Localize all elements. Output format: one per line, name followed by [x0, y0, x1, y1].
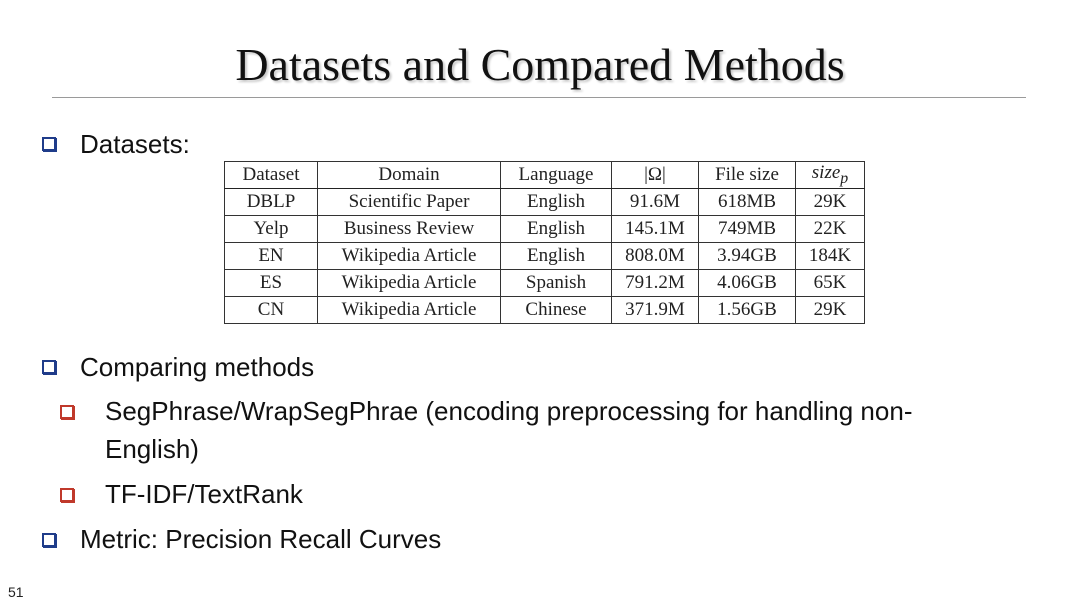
table-row — [225, 216, 865, 243]
cell-language: Chinese — [501, 297, 612, 324]
cell-file-size: 3.94GB — [699, 243, 796, 270]
cell-dataset: EN — [225, 243, 318, 270]
cell-domain: Wikipedia Article — [318, 243, 501, 270]
slide-title: Datasets and Compared Methods — [235, 39, 845, 90]
cell-dataset: Yelp — [225, 216, 318, 243]
cell-language: Spanish — [501, 270, 612, 297]
subbullet-segphrase-line1: SegPhrase/WrapSegPhrae (encoding preprocessing for handling non- — [105, 396, 913, 426]
subbullet-tfidf: TF-IDF/TextRank — [105, 479, 303, 509]
cell-dataset: ES — [225, 270, 318, 297]
slide-number: 51 — [8, 584, 24, 600]
subbullet-segphrase-line2: English) — [105, 434, 199, 464]
cell-domain: Business Review — [318, 216, 501, 243]
square-subbullet-icon — [60, 488, 74, 502]
table-row — [225, 243, 865, 270]
cell-language: English — [501, 243, 612, 270]
bullet-comparing-methods: Comparing methods — [80, 352, 315, 382]
bullet-datasets: Datasets: — [80, 129, 190, 159]
cell-file-size: 749MB — [699, 216, 796, 243]
cell-domain: Scientific Paper — [318, 189, 501, 216]
cell-omega: 371.9M — [612, 297, 699, 324]
cell-file-size: 618MB — [699, 189, 796, 216]
table-row — [225, 297, 865, 324]
table-header-row — [225, 162, 865, 189]
cell-size-p: 65K — [796, 270, 865, 297]
header-domain: Domain — [318, 162, 501, 189]
square-bullet-icon — [42, 360, 56, 374]
square-bullet-icon — [42, 533, 56, 547]
cell-language: English — [501, 189, 612, 216]
bullet-metric: Metric: Precision Recall Curves — [80, 524, 442, 554]
cell-language: English — [501, 216, 612, 243]
header-language: Language — [501, 162, 612, 189]
header-size-p — [796, 162, 865, 189]
cell-domain: Wikipedia Article — [318, 297, 501, 324]
cell-domain: Wikipedia Article — [318, 270, 501, 297]
cell-file-size: 1.56GB — [699, 297, 796, 324]
header-file-size: File size — [699, 162, 796, 189]
header-omega: |Ω| — [612, 162, 699, 189]
cell-omega: 145.1M — [612, 216, 699, 243]
cell-size-p: 29K — [796, 297, 865, 324]
cell-file-size: 4.06GB — [699, 270, 796, 297]
table-row — [225, 189, 865, 216]
size-subscript: p — [840, 169, 849, 187]
header-dataset: Dataset — [225, 162, 318, 189]
square-subbullet-icon — [60, 405, 74, 419]
cell-size-p: 29K — [796, 189, 865, 216]
cell-dataset: CN — [225, 297, 318, 324]
cell-omega: 91.6M — [612, 189, 699, 216]
size-label: size — [811, 162, 841, 184]
cell-omega: 791.2M — [612, 270, 699, 297]
cell-size-p: 184K — [796, 243, 865, 270]
table-row — [225, 270, 865, 297]
datasets-table — [224, 161, 865, 324]
cell-omega: 808.0M — [612, 243, 699, 270]
cell-dataset: DBLP — [225, 189, 318, 216]
title-divider — [52, 97, 1026, 98]
cell-size-p: 22K — [796, 216, 865, 243]
square-bullet-icon — [42, 137, 56, 151]
